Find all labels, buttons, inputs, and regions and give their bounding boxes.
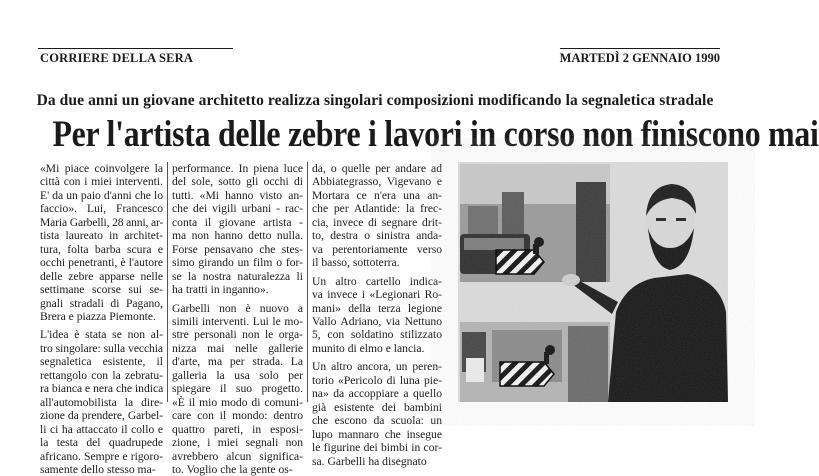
photo-artist-with-zebra-signs bbox=[458, 162, 728, 402]
text-line: africano. Sempre e rigoro- bbox=[40, 449, 163, 463]
text-line: simo girando un film o for- bbox=[172, 256, 303, 270]
text-line: to. Voglio che la gente os- bbox=[172, 462, 293, 476]
text-line: li ci ha attaccato il collo e bbox=[40, 422, 163, 436]
text-line: samente dello stesso ma- bbox=[40, 462, 156, 476]
text-line: tutti. «Mi hanno visto an- bbox=[172, 188, 303, 202]
article-paragraph bbox=[312, 360, 442, 468]
text-line: galleria la usa solo per bbox=[172, 368, 303, 382]
text-line: na» da accoppiare a quello bbox=[312, 387, 442, 401]
text-line: Garbelli non è nuovo a bbox=[172, 301, 303, 315]
text-line: zione, i miei segnali non bbox=[172, 436, 303, 450]
column-divider bbox=[167, 162, 168, 402]
text-line: segnaletica esistente, il bbox=[40, 355, 163, 369]
text-line: va perentoriamente verso bbox=[312, 242, 442, 256]
text-line: munito di elmo e lancia. bbox=[312, 341, 425, 355]
text-line: «È il mio modo di comuni- bbox=[172, 395, 303, 409]
text-line: del sole, sotto gli occhi di bbox=[172, 175, 303, 189]
text-line: se la nostra naturalezza li bbox=[172, 269, 303, 283]
article-column-1 bbox=[40, 162, 164, 476]
text-line: Abbiategrasso, Vigevano e bbox=[312, 175, 442, 189]
text-line: simili interventi. Lui le mo- bbox=[172, 314, 303, 328]
text-line: settimane scorse sui se- bbox=[40, 283, 163, 297]
text-line: d'arte, ma per strada. La bbox=[172, 355, 303, 369]
text-line: cia, invece di segnare drit- bbox=[312, 215, 442, 229]
text-line: 5, con soldatino stilizzato bbox=[312, 328, 442, 342]
article-photo bbox=[458, 162, 728, 402]
text-line: che escono da scuola: un bbox=[312, 414, 442, 428]
text-line: Un altro ancora, un peren- bbox=[312, 360, 442, 374]
text-line: ha tratti in inganno». bbox=[172, 283, 269, 297]
text-line: stre personali non le orga- bbox=[172, 328, 303, 342]
text-line: E' da un paio d'anni che lo bbox=[40, 188, 163, 202]
text-line: performance. In piena luce bbox=[172, 162, 303, 175]
text-line: già esistente dei bambini bbox=[312, 400, 442, 414]
text-line: che per Atlantide: la frec- bbox=[312, 202, 442, 216]
masthead-rule-left bbox=[38, 48, 233, 49]
text-line: che dei vigili urbani - rac- bbox=[172, 202, 303, 216]
text-line: delle zebre apparse nelle bbox=[40, 269, 163, 283]
text-line: ma non hanno detto nulla. bbox=[172, 229, 303, 243]
text-line: gnali stradali di Pagano, bbox=[40, 296, 163, 310]
article-paragraph bbox=[312, 162, 442, 270]
text-line: la testa del quadrupede bbox=[40, 436, 163, 450]
text-line: mani» della terza legione bbox=[312, 301, 442, 315]
article-kicker: Da due anni un giovane architetto realizza singolari composizioni modificando la segnaletica stradale bbox=[36, 92, 714, 109]
text-line: tista laureato in architet- bbox=[40, 229, 163, 243]
article-column-2 bbox=[172, 162, 303, 476]
text-line: avrebbero alcun significa- bbox=[172, 449, 303, 463]
text-line: occhi penetranti, è l'autore bbox=[40, 256, 163, 270]
newspaper-name: CORRIERE DELLA SERA bbox=[40, 51, 194, 65]
text-line: L'idea è stata se non al- bbox=[40, 328, 163, 342]
text-line: Mortara ce n'era una an- bbox=[312, 188, 442, 202]
text-line: Brera e piazza Piemonte. bbox=[40, 309, 156, 323]
text-line: Vallo Adriano, via Nettuno bbox=[312, 314, 442, 328]
text-line: «Mi piace coinvolgere la bbox=[40, 162, 163, 175]
text-line: spiegare il suo progetto. bbox=[172, 382, 303, 396]
article-column-3 bbox=[312, 162, 442, 468]
text-line: Forse pensavano che stes- bbox=[172, 242, 303, 256]
text-line: faccio». Lui, Francesco bbox=[40, 202, 163, 216]
text-line: to, destra o sinistra anda- bbox=[312, 229, 442, 243]
text-line: città con i miei interventi. bbox=[40, 175, 163, 189]
article-paragraph bbox=[40, 162, 163, 323]
text-line: tro singolare: sulla vecchia bbox=[40, 341, 163, 355]
text-line: le figurine dei bimbi in cor- bbox=[312, 441, 442, 455]
text-line: ra bianca e nera che indica bbox=[40, 382, 164, 396]
text-line: rettangolo con la zebratu- bbox=[40, 368, 163, 382]
issue-date: MARTEDÌ 2 GENNAIO 1990 bbox=[559, 51, 720, 65]
text-line: torio «Pericolo di luna pie- bbox=[312, 373, 442, 387]
text-line: all'automobilista la dire- bbox=[40, 395, 163, 409]
text-line: nizza mai nelle gallerie bbox=[172, 341, 303, 355]
text-line: tura, folta barba scura e bbox=[40, 242, 163, 256]
article-paragraph bbox=[172, 302, 303, 476]
text-line: sa. Garbelli ha disegnato bbox=[312, 454, 427, 468]
masthead bbox=[38, 44, 720, 66]
article-headline: Per l'artista delle zebre i lavori in corso non finiscono mai bbox=[52, 114, 819, 155]
article-paragraph bbox=[40, 328, 163, 476]
text-line: va invece i «Legionari Ro- bbox=[312, 288, 442, 302]
text-line: Un altro cartello indica- bbox=[312, 274, 442, 288]
text-line: da, o quelle per andare ad bbox=[312, 162, 442, 175]
text-line: quattro pareti, in esposi- bbox=[172, 422, 303, 436]
text-line: conta il giovane artista - bbox=[172, 215, 303, 229]
masthead-rule-right bbox=[560, 48, 720, 49]
article-paragraph bbox=[172, 162, 303, 297]
text-line: care con il mondo: dentro bbox=[172, 409, 303, 423]
article-paragraph bbox=[312, 275, 442, 356]
column-divider bbox=[307, 162, 308, 402]
text-line: il basso, sottoterra. bbox=[312, 256, 400, 270]
text-line: Maria Garbelli, 28 anni, ar- bbox=[40, 215, 164, 229]
text-line: zione da prendere, Garbel- bbox=[40, 409, 163, 423]
text-line: lupo mannaro che insegue bbox=[312, 427, 442, 441]
